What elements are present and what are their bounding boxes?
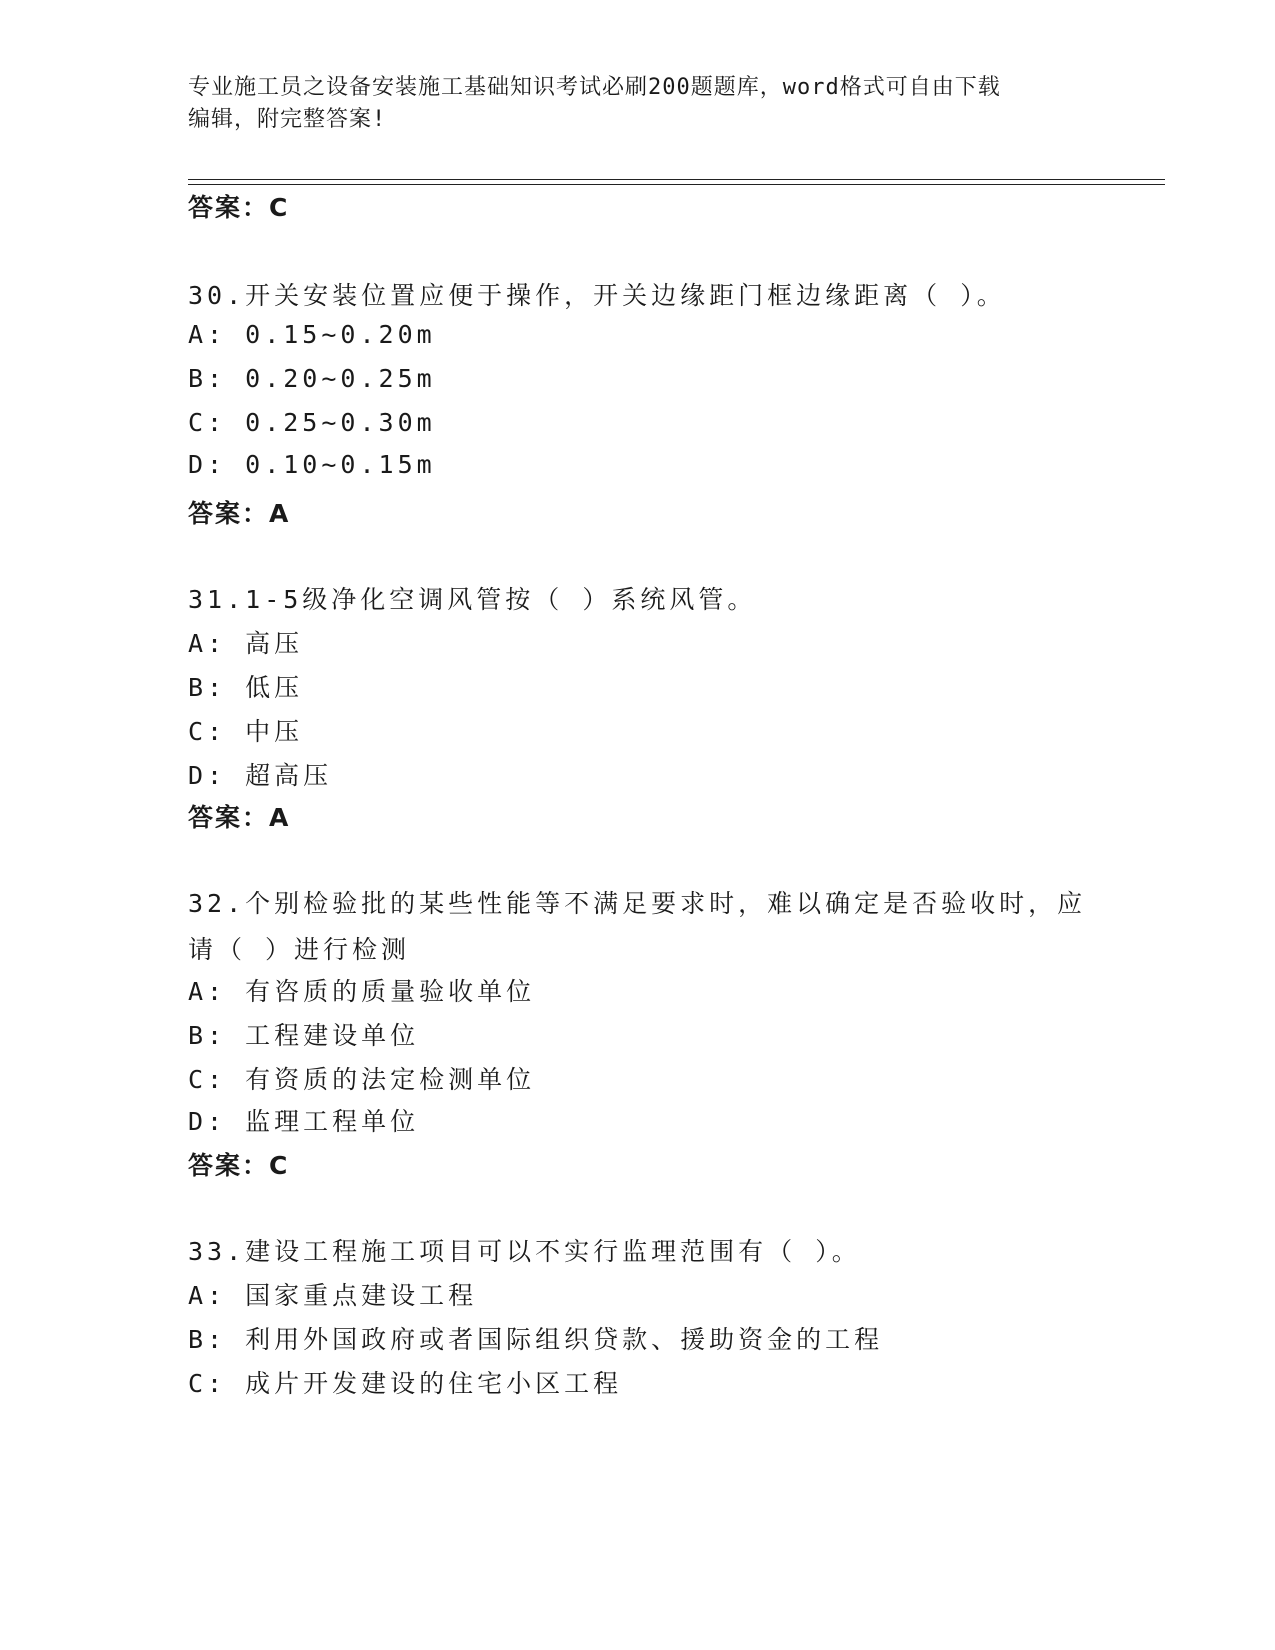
question-31-answer: 答案：A bbox=[188, 803, 291, 832]
question-31-stem: 31.1-5级净化空调风管按（ ）系统风管。 bbox=[188, 585, 757, 614]
question-31-option-c: C: 中压 bbox=[188, 717, 304, 746]
question-32-stem-line-2: 请（ ）进行检测 bbox=[188, 935, 411, 964]
question-33-stem: 33.建设工程施工项目可以不实行监理范围有（ ）。 bbox=[188, 1237, 861, 1266]
question-32-option-b: B: 工程建设单位 bbox=[188, 1021, 420, 1050]
header-line-1: 专业施工员之设备安装施工基础知识考试必刷200题题库，word格式可自由下载 bbox=[188, 75, 1001, 100]
question-33-option-c: C: 成片开发建设的住宅小区工程 bbox=[188, 1369, 623, 1398]
question-32-stem-line-1: 32.个别检验批的某些性能等不满足要求时，难以确定是否验收时，应 bbox=[188, 889, 1087, 918]
question-31-option-d: D: 超高压 bbox=[188, 761, 333, 790]
header-rule-top bbox=[188, 179, 1165, 180]
page-header bbox=[188, 72, 1088, 136]
previous-answer: 答案：C bbox=[188, 193, 290, 222]
question-32-answer: 答案：C bbox=[188, 1151, 290, 1180]
question-30-option-c: C: 0.25~0.30m bbox=[188, 408, 436, 437]
question-33-option-a: A: 国家重点建设工程 bbox=[188, 1281, 478, 1310]
question-30-stem: 30.开关安装位置应便于操作，开关边缘距门框边缘距离（ ）。 bbox=[188, 281, 1006, 310]
question-30-option-d: D: 0.10~0.15m bbox=[188, 450, 436, 479]
question-30-option-a: A: 0.15~0.20m bbox=[188, 320, 436, 349]
header-rule-bottom bbox=[188, 184, 1165, 185]
question-30-option-b: B: 0.20~0.25m bbox=[188, 364, 436, 393]
question-30-answer: 答案：A bbox=[188, 499, 291, 528]
question-31-option-a: A: 高压 bbox=[188, 629, 304, 658]
question-31-option-b: B: 低压 bbox=[188, 673, 304, 702]
question-33-option-b: B: 利用外国政府或者国际组织贷款、援助资金的工程 bbox=[188, 1325, 884, 1354]
header-line-2: 编辑，附完整答案! bbox=[188, 107, 387, 132]
question-32-option-c: C: 有资质的法定检测单位 bbox=[188, 1065, 536, 1094]
question-32-option-a: A: 有咨质的质量验收单位 bbox=[188, 977, 536, 1006]
question-32-option-d: D: 监理工程单位 bbox=[188, 1107, 420, 1136]
